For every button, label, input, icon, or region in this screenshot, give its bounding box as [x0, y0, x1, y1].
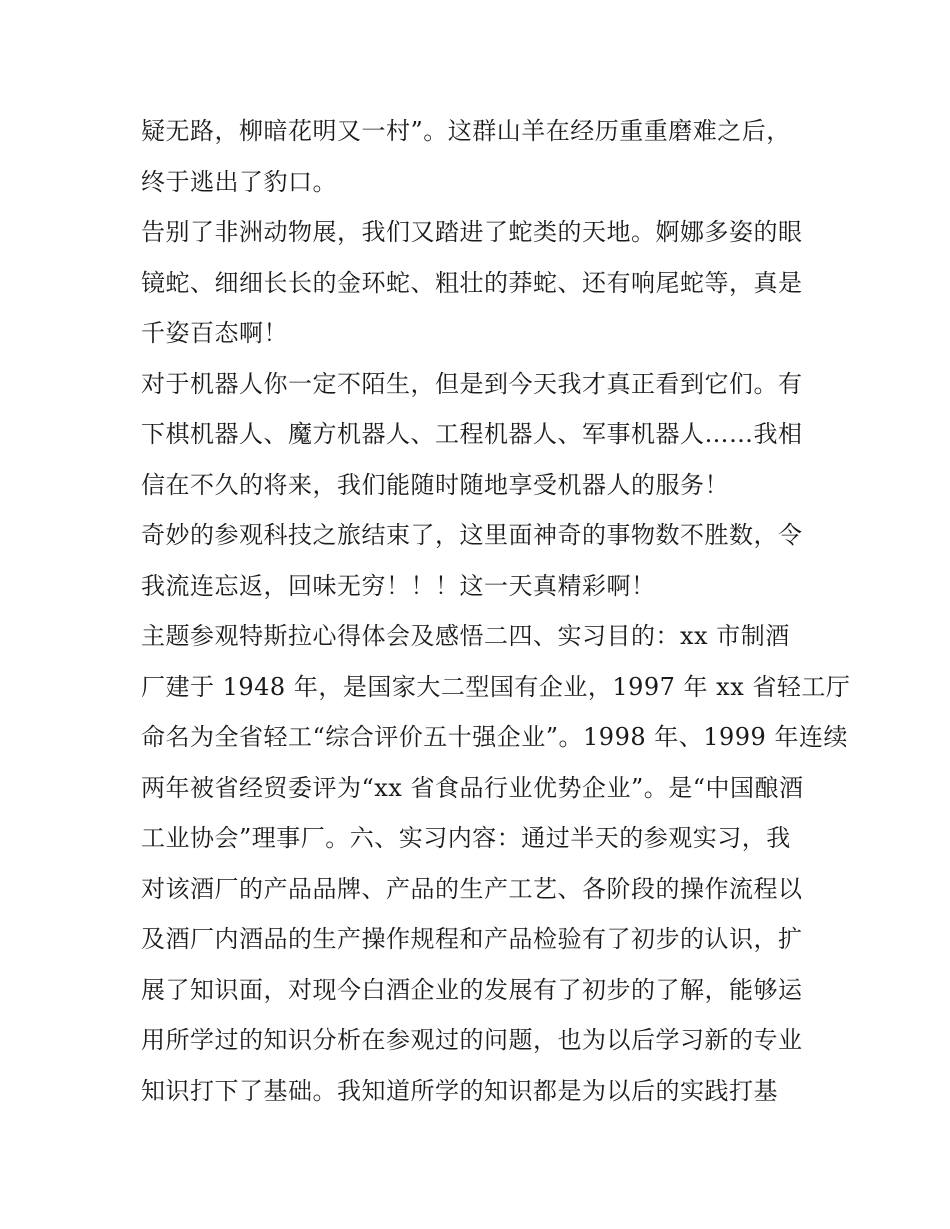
text-line: 终于逃出了豹口。: [141, 167, 337, 196]
text-line: 主题参观特斯拉心得体会及感悟二四、实习目的：xx 市制酒: [141, 622, 790, 650]
text-line: 信在不久的将来，我们能随时随地享受机器人的服务！: [141, 470, 729, 499]
text-line: 知识打下了基础。我知道所学的知识都是为以后的实践打基: [141, 1076, 778, 1105]
document-body: [141, 106, 851, 1116]
text-line: 告别了非洲动物展，我们又踏进了蛇类的天地。婀娜多姿的眼: [141, 218, 803, 246]
text-line: 用所学过的知识分析在参观过的问题，也为以后学习新的专业: [141, 1026, 803, 1054]
text-line: 对于机器人你一定不陌生，但是到今天我才真正看到它们。有: [141, 369, 803, 398]
text-line: 命名为全省轻工“综合评价五十强企业”。1998 年、1999 年连续: [141, 723, 848, 751]
text-line: 镜蛇、细细长长的金环蛇、粗壮的莽蛇、还有响尾蛇等，真是: [141, 268, 803, 297]
text-line: 疑无路，柳暗花明又一村”。这群山羊在经历重重磨难之后，: [141, 117, 791, 145]
text-line: 及酒厂内酒品的生产操作规程和产品检验有了初步的认识，扩: [141, 925, 803, 953]
text-line: 千姿百态啊！: [141, 319, 288, 347]
text-line: 奇妙的参观科技之旅结束了，这里面神奇的事物数不胜数，令: [141, 521, 803, 549]
text-line: 工业协会”理事厂。六、实习内容：通过半天的参观实习，我: [141, 824, 791, 852]
text-line: 下棋机器人、魔方机器人、工程机器人、军事机器人……我相: [141, 420, 803, 448]
text-line: 对该酒厂的产品品牌、产品的生产工艺、各阶段的操作流程以: [141, 874, 803, 903]
text-line: 厂建于 1948 年，是国家大二型国有企业，1997 年 xx 省轻工厅: [141, 672, 851, 701]
text-line: 我流连忘返，回味无穷！！！这一天真精彩啊！: [141, 571, 656, 600]
text-line: 展了知识面，对现今白酒企业的发展有了初步的了解，能够运: [141, 975, 803, 1004]
text-line: 两年被省经贸委评为“xx 省食品行业优势企业”。是“中国酿酒: [141, 773, 804, 802]
